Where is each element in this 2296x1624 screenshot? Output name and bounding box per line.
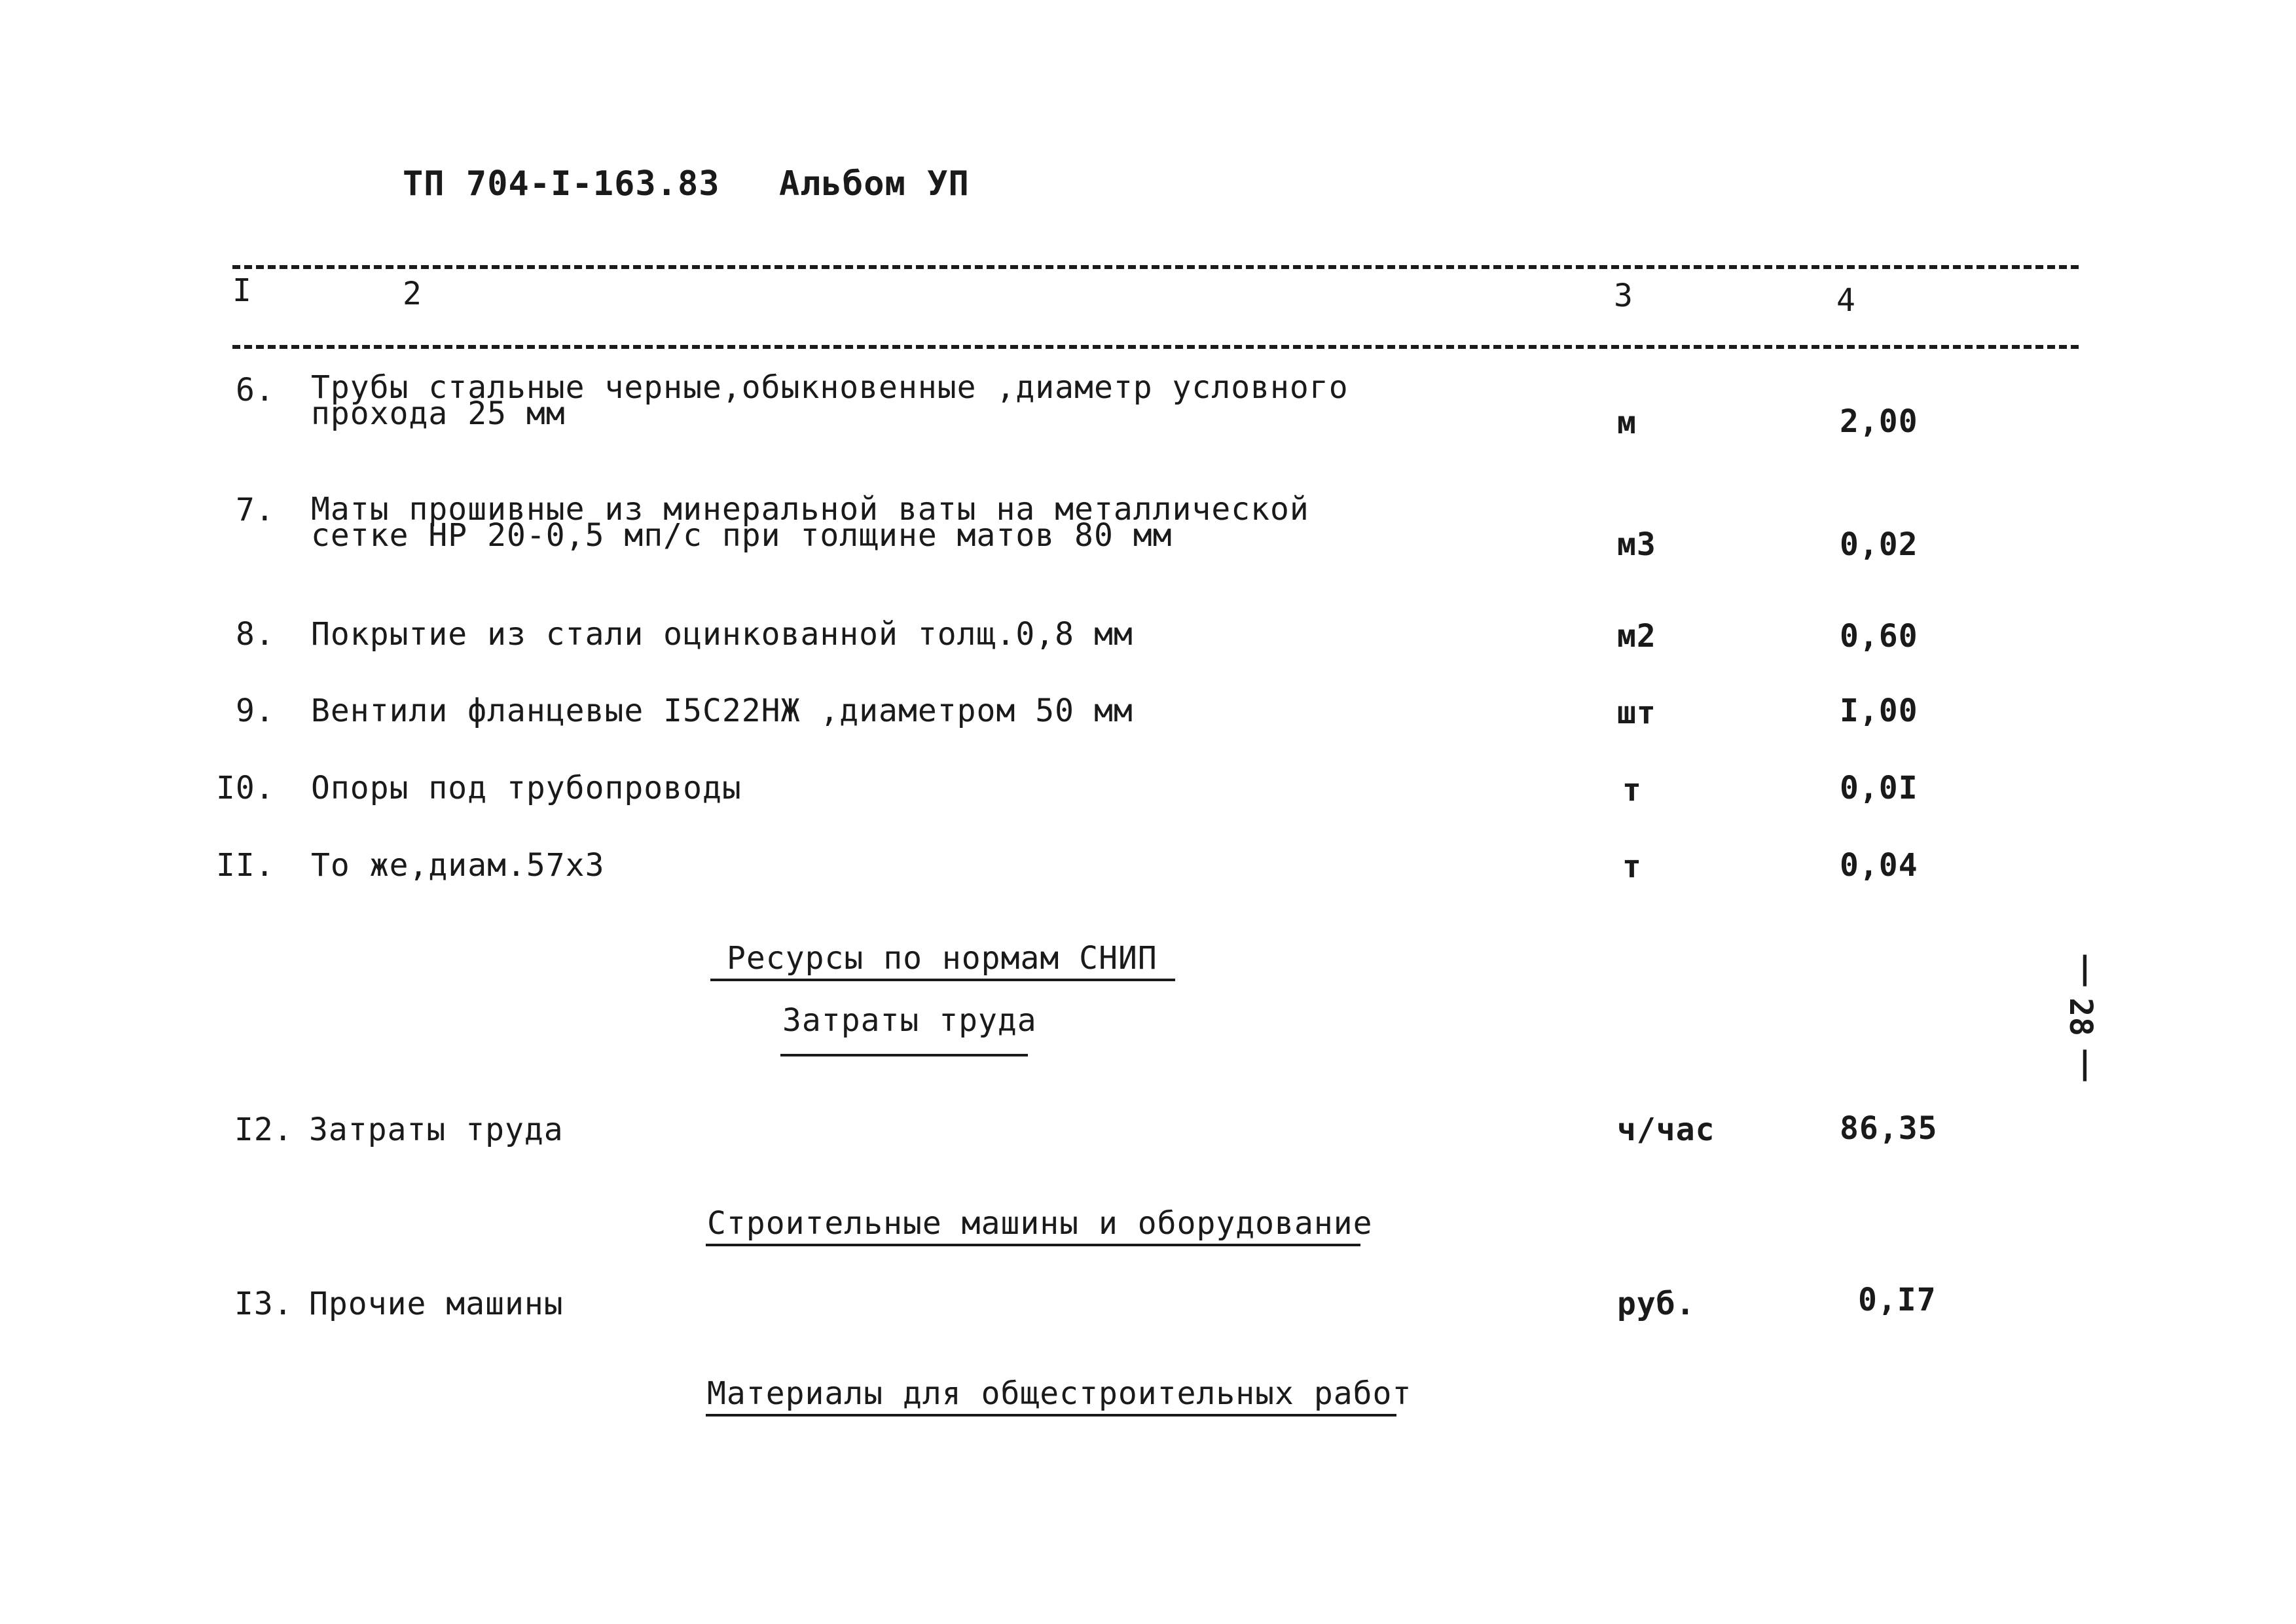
row-unit: ч/час bbox=[1617, 1111, 1715, 1148]
album-label: Альбом УП bbox=[779, 164, 970, 204]
page-number-dot-top: | bbox=[2075, 950, 2095, 986]
section-resources-title: Ресурсы по нормам СНИП bbox=[727, 940, 1157, 977]
row-value: 0,02 bbox=[1840, 526, 1918, 563]
row-description-line-1: Маты прошивные из минеральной ваты на металлической bbox=[311, 491, 1309, 528]
row-unit: м2 bbox=[1617, 618, 1656, 655]
row-unit: м bbox=[1617, 405, 1637, 441]
column-header-1: I bbox=[232, 272, 252, 309]
row-unit: шт bbox=[1617, 695, 1656, 731]
row-number: I2. bbox=[234, 1111, 293, 1148]
row-number: 7. bbox=[236, 492, 275, 528]
section-machines-title: Строительные машины и оборудование bbox=[707, 1205, 1373, 1242]
row-value: 0,I7 bbox=[1858, 1282, 1937, 1318]
row-value: 0,60 bbox=[1840, 618, 1918, 655]
row-description-line-2: сетке НР 20-0,5 мп/с при толщине матов 80 мм bbox=[311, 517, 1173, 554]
column-header-2: 2 bbox=[403, 276, 422, 312]
row-number: I3. bbox=[234, 1286, 293, 1322]
row-number: 9. bbox=[236, 693, 275, 729]
section-materials-underline bbox=[706, 1414, 1396, 1416]
page-number: 28 bbox=[2062, 998, 2099, 1037]
section-materials-title: Материалы для общестроительных работ bbox=[707, 1375, 1412, 1412]
column-header-3: 3 bbox=[1614, 278, 1633, 314]
section-resources-subtitle: Затраты труда bbox=[782, 1002, 1037, 1039]
row-description: Покрытие из стали оцинкованной толщ.0,8 мм bbox=[311, 616, 1133, 653]
row-value: 2,00 bbox=[1840, 403, 1918, 440]
row-number: 6. bbox=[236, 372, 275, 408]
table-header-rule bbox=[232, 345, 2079, 349]
row-unit: м3 bbox=[1617, 526, 1656, 563]
table-top-rule bbox=[232, 265, 2079, 269]
row-description: Вентили фланцевые I5С22НЖ ,диаметром 50 мм bbox=[311, 693, 1133, 729]
row-unit: т bbox=[1622, 772, 1642, 808]
page-number-dot-bottom: | bbox=[2075, 1045, 2095, 1081]
row-value: 86,35 bbox=[1840, 1110, 1938, 1147]
column-header-4: 4 bbox=[1836, 282, 1856, 319]
section-resources-subtitle-underline bbox=[780, 1054, 1028, 1056]
row-description: То же,диам.57х3 bbox=[311, 847, 605, 884]
document-code: ТП 704-I-163.83 bbox=[403, 164, 720, 204]
row-unit: т bbox=[1622, 848, 1642, 885]
row-description bbox=[311, 369, 1349, 432]
row-description-line-1: Трубы стальные черные,обыкновенные ,диаметр условного bbox=[311, 369, 1349, 406]
row-value: 0,04 bbox=[1840, 847, 1918, 884]
row-number: 8. bbox=[236, 616, 275, 653]
row-unit: руб. bbox=[1617, 1286, 1696, 1322]
row-value: I,00 bbox=[1840, 693, 1918, 729]
row-description: Затраты труда bbox=[309, 1111, 564, 1148]
section-machines-underline bbox=[706, 1244, 1360, 1246]
row-value: 0,0I bbox=[1840, 770, 1918, 806]
row-description-line-2: прохода 25 мм bbox=[311, 395, 566, 432]
row-description: Прочие машины bbox=[309, 1286, 564, 1322]
row-number: I0. bbox=[216, 770, 275, 806]
section-resources-underline bbox=[710, 979, 1175, 981]
row-description: Опоры под трубопроводы bbox=[311, 770, 742, 806]
row-description bbox=[311, 491, 1309, 554]
row-number: II. bbox=[216, 847, 275, 884]
